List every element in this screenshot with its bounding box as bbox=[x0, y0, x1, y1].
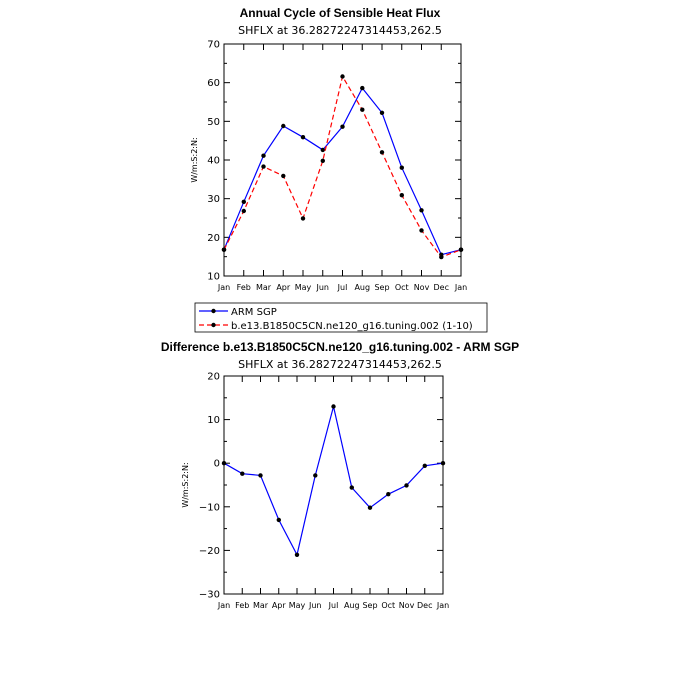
series-line-0 bbox=[224, 407, 443, 555]
chart1-y-axis-label: W/m:S:2:N: bbox=[190, 137, 199, 183]
y-tick-label: 30 bbox=[207, 194, 220, 206]
series-0-point bbox=[400, 166, 404, 170]
x-tick-label: Apr bbox=[271, 601, 286, 610]
y-tick-label: 20 bbox=[207, 232, 220, 244]
y-tick-label: −30 bbox=[198, 589, 220, 601]
series-0-point bbox=[258, 473, 262, 477]
series-0-point bbox=[281, 124, 285, 128]
series-0-point bbox=[350, 485, 354, 489]
series-1-point bbox=[242, 209, 246, 213]
difference-chart bbox=[161, 340, 519, 610]
x-tick-label: Jan bbox=[217, 283, 231, 292]
x-tick-label: Aug bbox=[343, 601, 360, 610]
x-tick-label: Jan bbox=[454, 283, 468, 292]
annual-cycle-chart bbox=[190, 6, 467, 292]
series-0-point bbox=[386, 492, 390, 496]
x-tick-label: Jan bbox=[217, 601, 231, 610]
y-tick-label: 0 bbox=[213, 458, 220, 470]
y-tick-label: 10 bbox=[207, 415, 220, 427]
chart1-subtitle: SHFLX at 36.28272247314453,262.5 bbox=[238, 24, 442, 37]
chart2-y-axis-label: W/m:S:2:N: bbox=[181, 462, 190, 508]
series-0-point bbox=[301, 135, 305, 139]
series-0-point bbox=[321, 148, 325, 152]
series-1-point bbox=[360, 108, 364, 112]
y-tick-label: 40 bbox=[207, 155, 220, 167]
chart2-subtitle: SHFLX at 36.28272247314453,262.5 bbox=[238, 358, 442, 371]
series-1-point bbox=[321, 159, 325, 163]
x-tick-label: Dec bbox=[417, 601, 433, 610]
x-tick-label: Dec bbox=[433, 283, 449, 292]
series-0-point bbox=[222, 461, 226, 465]
x-tick-label: Aug bbox=[354, 283, 371, 292]
series-0-point bbox=[360, 86, 364, 90]
series-0-point bbox=[240, 472, 244, 476]
x-tick-label: Nov bbox=[398, 601, 415, 610]
series-0-point bbox=[295, 553, 299, 557]
series-0-point bbox=[368, 506, 372, 510]
legend-label-model: b.e13.B1850C5CN.ne120_g16.tuning.002 (1-10) bbox=[231, 321, 473, 332]
series-1-point bbox=[439, 255, 443, 259]
x-tick-label: Jun bbox=[309, 601, 322, 610]
series-1-point bbox=[222, 248, 226, 252]
series-0-point bbox=[313, 473, 317, 477]
series-1-point bbox=[459, 248, 463, 252]
series-1-point bbox=[340, 74, 344, 78]
legend-marker-model bbox=[211, 323, 215, 327]
chart1-title: Annual Cycle of Sensible Heat Flux bbox=[239, 6, 441, 20]
series-1-point bbox=[261, 164, 265, 168]
series-line-1 bbox=[224, 77, 461, 258]
legend-marker-arm-sgp bbox=[211, 309, 215, 313]
x-tick-label: Jul bbox=[337, 283, 348, 292]
series-1-point bbox=[380, 150, 384, 154]
x-tick-label: Jan bbox=[436, 601, 450, 610]
series-0-point bbox=[380, 111, 384, 115]
legend-label-arm-sgp: ARM SGP bbox=[231, 307, 277, 318]
x-tick-label: Apr bbox=[276, 283, 291, 292]
x-tick-label: Nov bbox=[413, 283, 430, 292]
x-tick-label: Oct bbox=[394, 283, 409, 292]
y-tick-label: 60 bbox=[207, 78, 220, 90]
series-0-point bbox=[242, 200, 246, 204]
x-tick-label: Jun bbox=[316, 283, 329, 292]
x-tick-label: Mar bbox=[255, 283, 272, 292]
series-1-point bbox=[281, 174, 285, 178]
x-tick-label: Feb bbox=[235, 601, 250, 610]
y-tick-label: −10 bbox=[198, 502, 220, 514]
y-tick-label: 70 bbox=[207, 39, 220, 51]
series-0-point bbox=[441, 461, 445, 465]
series-0-point bbox=[261, 154, 265, 158]
y-tick-label: 50 bbox=[207, 116, 220, 128]
chart2-title: Difference b.e13.B1850C5CN.ne120_g16.tuning.002 - ARM SGP bbox=[160, 340, 520, 354]
y-tick-label: 10 bbox=[207, 271, 220, 283]
x-tick-label: May bbox=[288, 601, 306, 610]
series-line-0 bbox=[224, 88, 461, 255]
series-0-point bbox=[423, 464, 427, 468]
series-1-point bbox=[419, 228, 423, 232]
series-1-point bbox=[400, 193, 404, 197]
x-tick-label: Jul bbox=[328, 601, 339, 610]
series-0-point bbox=[277, 518, 281, 522]
x-tick-label: Sep bbox=[374, 283, 390, 292]
y-tick-label: 20 bbox=[207, 371, 220, 383]
series-0-point bbox=[404, 483, 408, 487]
x-tick-label: Mar bbox=[252, 601, 269, 610]
x-tick-label: Sep bbox=[362, 601, 378, 610]
legend bbox=[195, 303, 487, 332]
x-tick-label: Oct bbox=[381, 601, 396, 610]
x-tick-label: May bbox=[294, 283, 312, 292]
series-0-point bbox=[331, 404, 335, 408]
series-0-point bbox=[419, 208, 423, 212]
series-0-point bbox=[340, 125, 344, 129]
series-1-point bbox=[301, 216, 305, 220]
y-tick-label: −20 bbox=[198, 545, 220, 557]
x-tick-label: Feb bbox=[236, 283, 251, 292]
